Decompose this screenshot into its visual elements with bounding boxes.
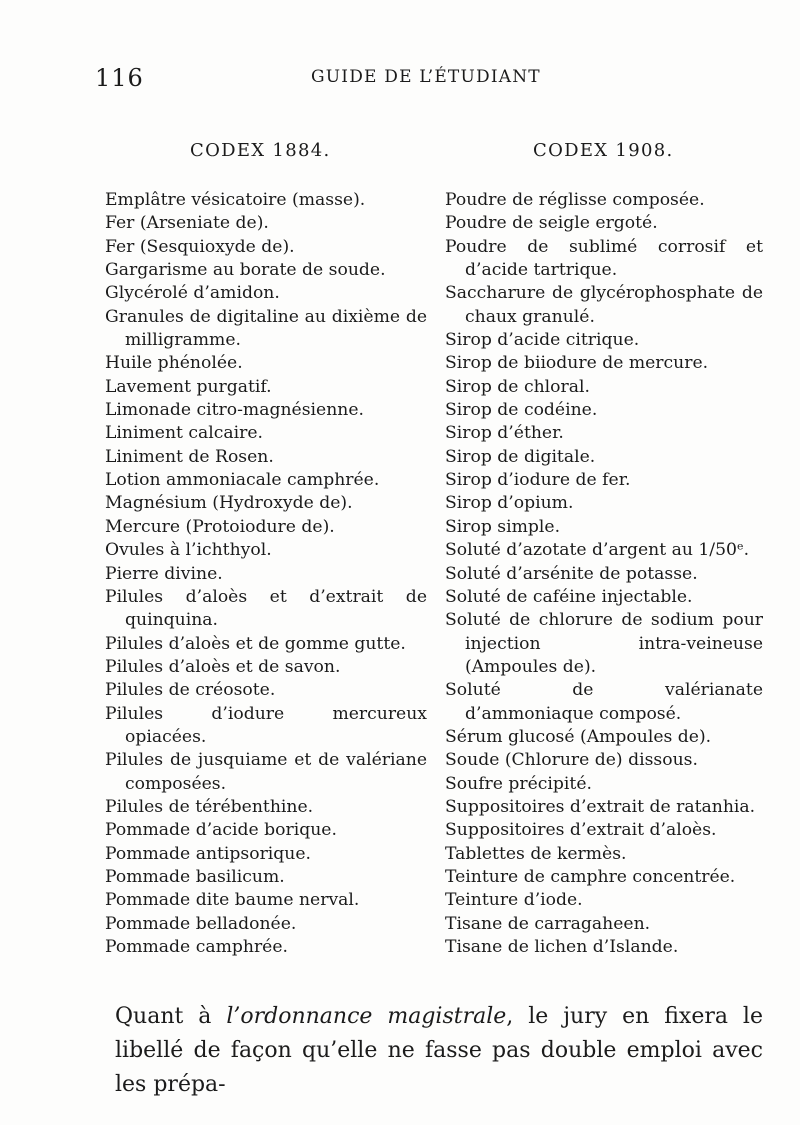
codex-entry: Suppositoires d’extrait d’aloès. [445,820,717,841]
codex-entry: Soluté de caféine injectable. [445,586,693,607]
codex-entry: Pilules de jusquiame et de valériane composées. [105,750,427,794]
codex-entry: Soude (Chlorure de) dissous. [445,750,698,771]
page-number: 116 [95,64,144,92]
codex-entry: Pommade camphrée. [105,937,288,957]
codex-entry: Glycérolé d’amidon. [105,283,280,304]
codex-entry: Pilules d’aloès et de savon. [105,656,341,677]
codex-entry: Pilules d’iodure mercureux opiacées. [105,703,427,747]
codex-entry: Soluté d’arsénite de potasse. [445,563,698,584]
codex-entry: Pommade antipsorique. [105,843,312,864]
body-paragraph-rest: , le jury en fixera le libellé de façon qu’elle ne fasse pas double emploi avec les prépa- [115,1004,763,1097]
codex-entry: Liniment de Rosen. [105,446,274,467]
codex-entry: Sérum glucosé (Ampoules de). [445,726,712,747]
codex-entry: Gargarisme au borate de soude. [105,260,386,281]
codex-entry: Teinture d’iode. [445,890,583,911]
running-title: GUIDE DE L’ÉTUDIANT [311,67,541,87]
body-paragraph-lead: Quant à [115,1004,227,1029]
codex-entry: Sirop d’opium. [445,493,574,514]
codex-entry: Sirop simple. [445,516,561,537]
codex-entry: Mercure (Protoiodure de). [105,516,335,537]
codex-entry: Suppositoires d’extrait de ratanhia. [445,796,756,817]
codex-entry: Ovules à l’ichthyol. [105,540,272,561]
codex-entry: Magnésium (Hydroxyde de). [105,493,353,514]
codex-entry: Huile phénolée. [105,353,243,374]
codex-entry: Tablettes de kermès. [445,843,627,864]
codex-entry: Liniment calcaire. [105,423,263,444]
codex-entry: Pommade d’acide borique. [105,820,337,841]
codex-entry: Pierre divine. [105,563,223,584]
body-paragraph [115,1000,763,1102]
codex-entry: Sirop de codéine. [445,400,598,421]
codex-entry: Sirop de biiodure de mercure. [445,353,709,374]
codex-entry: Sirop d’acide citrique. [445,330,640,351]
codex-entry: Poudre de réglisse composée. [445,190,705,210]
right-column-list [445,189,763,959]
codex-entry: Lotion ammoniacale camphrée. [105,470,380,491]
codex-entry: Soluté de valérianate d’ammoniaque composé. [445,680,763,724]
running-head [0,64,800,94]
codex-entry: Tisane de lichen d’Islande. [445,937,679,957]
codex-entry: Poudre de seigle ergoté. [445,213,658,234]
codex-entry: Fer (Sesquioxyde de). [105,236,295,257]
codex-entry: Pommade basilicum. [105,866,285,887]
codex-entry: Tisane de carragaheen. [445,913,651,934]
codex-entry: Emplâtre vésicatoire (masse). [105,190,366,210]
codex-entry: Soluté de chlorure de sodium pour injection intra-veineuse (Ampoules de). [445,610,763,677]
left-column-list [105,189,427,959]
codex-entry: Pilules de créosote. [105,680,276,701]
codex-entry: Fer (Arseniate de). [105,213,269,234]
codex-entry: Soluté d’azotate d’argent au 1/50ᵉ. [445,540,750,561]
codex-entry: Poudre de sublimé corrosif et d’acide tartrique. [445,236,763,281]
codex-entry: Pilules de térébenthine. [105,796,314,817]
codex-entry: Pilules d’aloès et de gomme gutte. [105,633,406,654]
codex-entry: Pommade belladonée. [105,913,297,934]
codex-entry: Teinture de camphre concentrée. [445,866,736,887]
codex-entry: Saccharure de glycérophosphate de chaux granulé. [445,283,763,327]
codex-entry: Granules de digitaline au dixième de milligramme. [105,306,427,351]
codex-entry: Sirop de digitale. [445,446,596,467]
codex-entry: Pilules d’aloès et d’extrait de quinquina. [105,586,427,631]
left-column-heading: CODEX 1884. [190,140,331,161]
codex-entry: Lavement purgatif. [105,376,272,397]
codex-entry: Limonade citro-magnésienne. [105,400,364,421]
codex-entry: Soufre précipité. [445,773,592,794]
codex-entry: Sirop d’éther. [445,423,564,444]
body-paragraph-emphasis: l’ordonnance magistrale [226,1004,507,1029]
codex-entry: Sirop d’iodure de fer. [445,470,631,491]
codex-entry: Sirop de chloral. [445,376,590,397]
right-column-heading: CODEX 1908. [533,140,674,161]
codex-entry: Pommade dite baume nerval. [105,890,360,911]
